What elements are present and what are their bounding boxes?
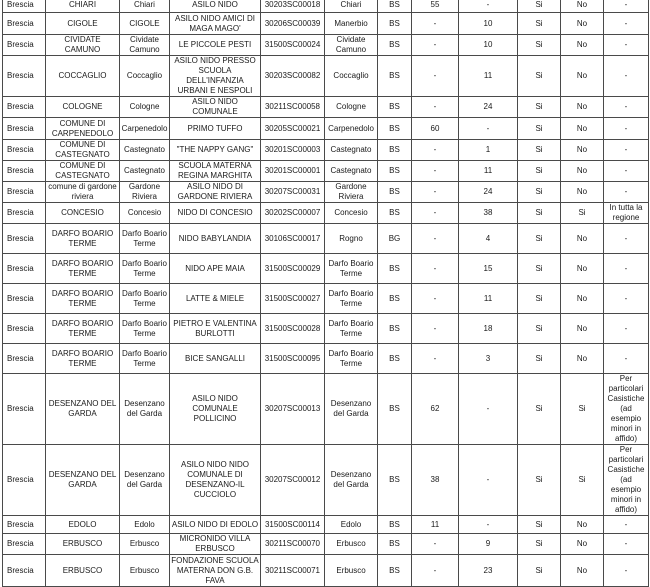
nome-struttura-cell: ASILO NIDO NIDO COMUNALE DI DESENZANO-IL CUCCIOLO xyxy=(170,445,261,516)
sigla-cell: BS xyxy=(378,344,412,374)
posti-a-cell: - xyxy=(412,161,459,182)
comune-cell: ERBUSCO xyxy=(46,555,120,587)
localita-cell: CIGOLE xyxy=(120,13,170,35)
comune-cell: EDOLO xyxy=(46,516,120,534)
note-cell: - xyxy=(604,56,649,97)
comune-cell: COCCAGLIO xyxy=(46,56,120,97)
posti-b-cell: 24 xyxy=(459,182,518,203)
posti-a-cell: - xyxy=(412,284,459,314)
sigla-cell: BG xyxy=(378,224,412,254)
sigla-cell: BS xyxy=(378,284,412,314)
flag-1-cell: Si xyxy=(518,534,561,555)
table-row xyxy=(3,56,649,97)
localita-cell: Concesio xyxy=(120,203,170,224)
table-row xyxy=(3,118,649,140)
posti-b-cell: 11 xyxy=(459,56,518,97)
table-row xyxy=(3,314,649,344)
comune-cell: COLOGNE xyxy=(46,97,120,118)
flag-1-cell: Si xyxy=(518,118,561,140)
localita-cell: Castegnato xyxy=(120,140,170,161)
localita-cell: Darfo Boario Terme xyxy=(120,254,170,284)
sigla-cell: BS xyxy=(378,254,412,284)
codice-cell: 30202SC00007 xyxy=(261,203,325,224)
nome-struttura-cell: ASILO NIDO DI EDOLO xyxy=(170,516,261,534)
sede-cell: Darfo Boario Terme xyxy=(325,344,378,374)
provincia-cell: Brescia xyxy=(3,97,46,118)
provincia-cell: Brescia xyxy=(3,0,46,13)
nome-struttura-cell: NIDO DI CONCESIO xyxy=(170,203,261,224)
sede-cell: Carpenedolo xyxy=(325,118,378,140)
comune-cell: COMUNE DI CASTEGNATO xyxy=(46,140,120,161)
flag-2-cell: No xyxy=(561,555,604,587)
sede-cell: Concesio xyxy=(325,203,378,224)
sede-cell: Darfo Boario Terme xyxy=(325,254,378,284)
flag-2-cell: No xyxy=(561,161,604,182)
posti-b-cell: 9 xyxy=(459,534,518,555)
codice-cell: 30106SC00017 xyxy=(261,224,325,254)
comune-cell: DARFO BOARIO TERME xyxy=(46,254,120,284)
sigla-cell: BS xyxy=(378,314,412,344)
comune-cell: COMUNE DI CARPENEDOLO xyxy=(46,118,120,140)
posti-b-cell: 10 xyxy=(459,13,518,35)
sede-cell: Desenzano del Garda xyxy=(325,374,378,445)
provincia-cell: Brescia xyxy=(3,284,46,314)
flag-2-cell: No xyxy=(561,314,604,344)
posti-b-cell: - xyxy=(459,118,518,140)
comune-cell: COMUNE DI CASTEGNATO xyxy=(46,161,120,182)
provincia-cell: Brescia xyxy=(3,118,46,140)
posti-a-cell: - xyxy=(412,35,459,56)
sigla-cell: BS xyxy=(378,140,412,161)
codice-cell: 31500SC00028 xyxy=(261,314,325,344)
codice-cell: 30211SC00070 xyxy=(261,534,325,555)
localita-cell: Darfo Boario Terme xyxy=(120,344,170,374)
flag-2-cell: No xyxy=(561,56,604,97)
provincia-cell: Brescia xyxy=(3,13,46,35)
flag-2-cell: No xyxy=(561,140,604,161)
provincia-cell: Brescia xyxy=(3,182,46,203)
provincia-cell: Brescia xyxy=(3,534,46,555)
localita-cell: Erbusco xyxy=(120,555,170,587)
sigla-cell: BS xyxy=(378,374,412,445)
flag-1-cell: Si xyxy=(518,254,561,284)
sede-cell: Cologne xyxy=(325,97,378,118)
sede-cell: Cividate Camuno xyxy=(325,35,378,56)
posti-b-cell: 11 xyxy=(459,284,518,314)
sede-cell: Manerbio xyxy=(325,13,378,35)
sede-cell: Castegnato xyxy=(325,140,378,161)
provincia-cell: Brescia xyxy=(3,161,46,182)
localita-cell: Darfo Boario Terme xyxy=(120,284,170,314)
comune-cell: CIGOLE xyxy=(46,13,120,35)
flag-1-cell: Si xyxy=(518,555,561,587)
localita-cell: Desenzano del Garda xyxy=(120,445,170,516)
nome-struttura-cell: "THE NAPPY GANG" xyxy=(170,140,261,161)
provincia-cell: Brescia xyxy=(3,516,46,534)
flag-2-cell: No xyxy=(561,254,604,284)
posti-b-cell: 24 xyxy=(459,97,518,118)
flag-2-cell: No xyxy=(561,13,604,35)
sede-cell: Darfo Boario Terme xyxy=(325,284,378,314)
flag-1-cell: Si xyxy=(518,203,561,224)
flag-2-cell: No xyxy=(561,534,604,555)
comune-cell: CIVIDATE CAMUNO xyxy=(46,35,120,56)
flag-2-cell: No xyxy=(561,0,604,13)
comune-cell: DESENZANO DEL GARDA xyxy=(46,445,120,516)
asili-nido-table xyxy=(2,0,649,587)
table-row xyxy=(3,224,649,254)
nome-struttura-cell: PRIMO TUFFO xyxy=(170,118,261,140)
posti-a-cell: - xyxy=(412,224,459,254)
comune-cell: CHIARI xyxy=(46,0,120,13)
posti-b-cell: 15 xyxy=(459,254,518,284)
note-cell: - xyxy=(604,182,649,203)
provincia-cell: Brescia xyxy=(3,35,46,56)
note-cell: - xyxy=(604,97,649,118)
comune-cell: DARFO BOARIO TERME xyxy=(46,314,120,344)
sede-cell: Erbusco xyxy=(325,555,378,587)
posti-b-cell: 1 xyxy=(459,140,518,161)
codice-cell: 30207SC00012 xyxy=(261,445,325,516)
sigla-cell: BS xyxy=(378,203,412,224)
posti-a-cell: 60 xyxy=(412,118,459,140)
posti-b-cell: 3 xyxy=(459,344,518,374)
sigla-cell: BS xyxy=(378,56,412,97)
sigla-cell: BS xyxy=(378,0,412,13)
sede-cell: Rogno xyxy=(325,224,378,254)
sigla-cell: BS xyxy=(378,534,412,555)
nome-struttura-cell: ASILO NIDO DI GARDONE RIVIERA xyxy=(170,182,261,203)
posti-a-cell: - xyxy=(412,182,459,203)
codice-cell: 30211SC00058 xyxy=(261,97,325,118)
codice-cell: 31500SC00029 xyxy=(261,254,325,284)
flag-1-cell: Si xyxy=(518,284,561,314)
note-cell: - xyxy=(604,314,649,344)
nome-struttura-cell: SCUOLA MATERNA REGINA MARGHITA xyxy=(170,161,261,182)
posti-b-cell: - xyxy=(459,516,518,534)
table-row xyxy=(3,445,649,516)
comune-cell: CONCESIO xyxy=(46,203,120,224)
flag-1-cell: Si xyxy=(518,224,561,254)
posti-a-cell: 62 xyxy=(412,374,459,445)
nome-struttura-cell: BICE SANGALLI xyxy=(170,344,261,374)
posti-b-cell: 18 xyxy=(459,314,518,344)
provincia-cell: Brescia xyxy=(3,344,46,374)
flag-2-cell: Si xyxy=(561,445,604,516)
sigla-cell: BS xyxy=(378,13,412,35)
sigla-cell: BS xyxy=(378,161,412,182)
codice-cell: 30211SC00071 xyxy=(261,555,325,587)
sede-cell: Darfo Boario Terme xyxy=(325,314,378,344)
codice-cell: 31500SC00024 xyxy=(261,35,325,56)
posti-b-cell: - xyxy=(459,374,518,445)
flag-1-cell: Si xyxy=(518,0,561,13)
note-cell: - xyxy=(604,254,649,284)
codice-cell: 30207SC00013 xyxy=(261,374,325,445)
codice-cell: 31500SC00114 xyxy=(261,516,325,534)
note-cell: Per particolari Casistiche (ad esempio minori in affido) xyxy=(604,374,649,445)
note-cell: - xyxy=(604,516,649,534)
flag-2-cell: No xyxy=(561,182,604,203)
flag-2-cell: No xyxy=(561,284,604,314)
flag-1-cell: Si xyxy=(518,140,561,161)
sede-cell: Edolo xyxy=(325,516,378,534)
note-cell: - xyxy=(604,0,649,13)
table-row xyxy=(3,534,649,555)
flag-1-cell: Si xyxy=(518,13,561,35)
localita-cell: Darfo Boario Terme xyxy=(120,314,170,344)
nome-struttura-cell: NIDO BABYLANDIA xyxy=(170,224,261,254)
codice-cell: 30205SC00021 xyxy=(261,118,325,140)
sede-cell: Chiari xyxy=(325,0,378,13)
nome-struttura-cell: ASILO NIDO xyxy=(170,0,261,13)
posti-a-cell: - xyxy=(412,56,459,97)
nome-struttura-cell: NIDO APE MAIA xyxy=(170,254,261,284)
localita-cell: Cologne xyxy=(120,97,170,118)
localita-cell: Coccaglio xyxy=(120,56,170,97)
note-cell: - xyxy=(604,224,649,254)
note-cell: - xyxy=(604,140,649,161)
flag-2-cell: Si xyxy=(561,374,604,445)
note-cell: - xyxy=(604,344,649,374)
nome-struttura-cell: LE PICCOLE PESTI xyxy=(170,35,261,56)
codice-cell: 31500SC00027 xyxy=(261,284,325,314)
provincia-cell: Brescia xyxy=(3,374,46,445)
sede-cell: Erbusco xyxy=(325,534,378,555)
posti-b-cell: 23 xyxy=(459,555,518,587)
nome-struttura-cell: LATTE & MIELE xyxy=(170,284,261,314)
sigla-cell: BS xyxy=(378,97,412,118)
note-cell: - xyxy=(604,161,649,182)
sigla-cell: BS xyxy=(378,35,412,56)
table-row xyxy=(3,516,649,534)
nome-struttura-cell: ASILO NIDO PRESSO SCUOLA DELL'INFANZIA URBANI E NESPOLI xyxy=(170,56,261,97)
provincia-cell: Brescia xyxy=(3,224,46,254)
codice-cell: 30203SC00082 xyxy=(261,56,325,97)
flag-1-cell: Si xyxy=(518,35,561,56)
posti-a-cell: 55 xyxy=(412,0,459,13)
table-row xyxy=(3,13,649,35)
provincia-cell: Brescia xyxy=(3,314,46,344)
localita-cell: Erbusco xyxy=(120,534,170,555)
note-cell: Per particolari Casistiche (ad esempio minori in affido) xyxy=(604,445,649,516)
flag-2-cell: Si xyxy=(561,203,604,224)
localita-cell: Castegnato xyxy=(120,161,170,182)
table-row xyxy=(3,161,649,182)
posti-b-cell: 4 xyxy=(459,224,518,254)
table-row xyxy=(3,374,649,445)
codice-cell: 31500SC00095 xyxy=(261,344,325,374)
sede-cell: Coccaglio xyxy=(325,56,378,97)
localita-cell: Edolo xyxy=(120,516,170,534)
sigla-cell: BS xyxy=(378,445,412,516)
sede-cell: Gardone Riviera xyxy=(325,182,378,203)
note-cell: - xyxy=(604,534,649,555)
codice-cell: 30207SC00031 xyxy=(261,182,325,203)
localita-cell: Chiari xyxy=(120,0,170,13)
localita-cell: Cividate Camuno xyxy=(120,35,170,56)
nome-struttura-cell: MICRONIDO VILLA ERBUSCO xyxy=(170,534,261,555)
table-row xyxy=(3,0,649,13)
codice-cell: 30201SC00001 xyxy=(261,161,325,182)
comune-cell: comune di gardone riviera xyxy=(46,182,120,203)
note-cell: - xyxy=(604,13,649,35)
posti-a-cell: - xyxy=(412,97,459,118)
flag-2-cell: No xyxy=(561,344,604,374)
table-row xyxy=(3,254,649,284)
localita-cell: Gardone Riviera xyxy=(120,182,170,203)
table-row xyxy=(3,182,649,203)
posti-b-cell: - xyxy=(459,0,518,13)
flag-2-cell: No xyxy=(561,224,604,254)
posti-b-cell: 38 xyxy=(459,203,518,224)
codice-cell: 30206SC00039 xyxy=(261,13,325,35)
posti-b-cell: - xyxy=(459,445,518,516)
provincia-cell: Brescia xyxy=(3,555,46,587)
note-cell: - xyxy=(604,35,649,56)
posti-a-cell: - xyxy=(412,344,459,374)
flag-1-cell: Si xyxy=(518,516,561,534)
codice-cell: 30201SC00003 xyxy=(261,140,325,161)
flag-1-cell: Si xyxy=(518,161,561,182)
flag-2-cell: No xyxy=(561,118,604,140)
sigla-cell: BS xyxy=(378,182,412,203)
provincia-cell: Brescia xyxy=(3,56,46,97)
posti-b-cell: 10 xyxy=(459,35,518,56)
sede-cell: Desenzano del Garda xyxy=(325,445,378,516)
table-row xyxy=(3,203,649,224)
comune-cell: DARFO BOARIO TERME xyxy=(46,224,120,254)
note-cell: - xyxy=(604,118,649,140)
note-cell: In tutta la regione xyxy=(604,203,649,224)
note-cell: - xyxy=(604,555,649,587)
nome-struttura-cell: FONDAZIONE SCUOLA MATERNA DON G.B. FAVA xyxy=(171,555,259,585)
sede-cell: Castegnato xyxy=(325,161,378,182)
posti-a-cell: - xyxy=(412,534,459,555)
comune-cell: DESENZANO DEL GARDA xyxy=(46,374,120,445)
flag-1-cell: Si xyxy=(518,374,561,445)
comune-cell: ERBUSCO xyxy=(46,534,120,555)
posti-a-cell: - xyxy=(412,555,459,587)
flag-2-cell: No xyxy=(561,516,604,534)
nome-struttura-cell: ASILO NIDO COMUNALE POLLICINO xyxy=(170,374,261,445)
posti-a-cell: 11 xyxy=(412,516,459,534)
provincia-cell: Brescia xyxy=(3,140,46,161)
table-row xyxy=(3,555,649,587)
flag-1-cell: Si xyxy=(518,182,561,203)
provincia-cell: Brescia xyxy=(3,445,46,516)
note-cell: - xyxy=(604,284,649,314)
flag-2-cell: No xyxy=(561,97,604,118)
localita-cell: Desenzano del Garda xyxy=(120,374,170,445)
table-row xyxy=(3,284,649,314)
flag-1-cell: Si xyxy=(518,56,561,97)
sigla-cell: BS xyxy=(378,118,412,140)
comune-cell: DARFO BOARIO TERME xyxy=(46,284,120,314)
provincia-cell: Brescia xyxy=(3,254,46,284)
nome-struttura-cell: PIETRO E VALENTINA BURLOTTI xyxy=(170,314,261,344)
flag-1-cell: Si xyxy=(518,314,561,344)
nome-struttura-cell: ASILO NIDO AMICI DI MAGA MAGO' xyxy=(170,13,261,35)
flag-1-cell: Si xyxy=(518,344,561,374)
posti-a-cell: 38 xyxy=(412,445,459,516)
codice-cell: 30203SC00018 xyxy=(261,0,325,13)
posti-a-cell: - xyxy=(412,314,459,344)
flag-1-cell: Si xyxy=(518,445,561,516)
sigla-cell: BS xyxy=(378,516,412,534)
provincia-cell: Brescia xyxy=(3,203,46,224)
nome-struttura-cell: ASILO NIDO COMUNALE xyxy=(170,97,261,118)
flag-2-cell: No xyxy=(561,35,604,56)
table-row xyxy=(3,35,649,56)
table-row xyxy=(3,344,649,374)
flag-1-cell: Si xyxy=(518,97,561,118)
table-row xyxy=(3,140,649,161)
posti-a-cell: - xyxy=(412,140,459,161)
posti-b-cell: 11 xyxy=(459,161,518,182)
table-row xyxy=(3,97,649,118)
posti-a-cell: - xyxy=(412,254,459,284)
sigla-cell: BS xyxy=(378,555,412,587)
posti-a-cell: - xyxy=(412,203,459,224)
localita-cell: Darfo Boario Terme xyxy=(120,224,170,254)
comune-cell: DARFO BOARIO TERME xyxy=(46,344,120,374)
localita-cell: Carpenedolo xyxy=(120,118,170,140)
posti-a-cell: - xyxy=(412,13,459,35)
